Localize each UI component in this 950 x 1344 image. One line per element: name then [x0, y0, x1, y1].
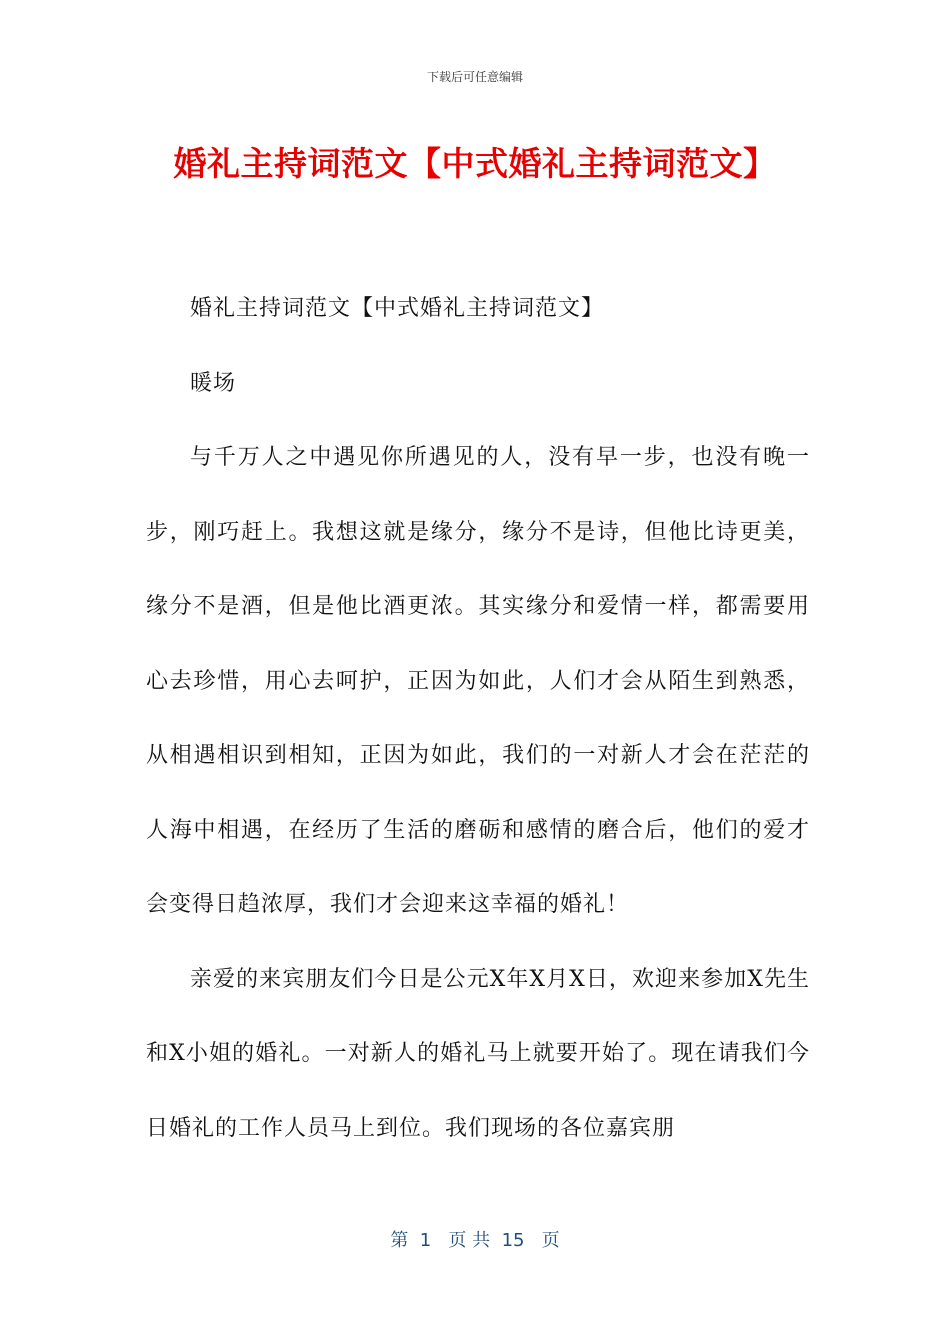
paragraph: 婚礼主持词范文【中式婚礼主持词范文】 — [190, 296, 605, 321]
document-title: 婚礼主持词范文【中式婚礼主持词范文】 — [173, 144, 777, 183]
page-footer: 第 1 页 共 15 页 — [390, 1230, 560, 1251]
header-note: 下载后可任意编辑 — [426, 70, 523, 84]
paragraph: 暖场 — [190, 370, 237, 396]
paragraph: 亲爱的来宾朋友们今日是公元X年X月X日，欢迎来参加X先生和X小姐的婚礼。一对新人的婚礼马上就要开始了。现在请我们今日婚礼的工作人员马上到位。我们现场的各位嘉宾朋 — [146, 966, 810, 1141]
paragraph: 与千万人之中遇见你所遇见的人，没有早一步，也没有晚一步，刚巧赶上。我想这就是缘分，缘分不是诗，但他比诗更美，缘分不是酒，但是他比酒更浓。其实缘分和爱情一样，都需要用心去珍惜，用心去呵护，正因为如此，人们才会从陌生到熟悉，从相遇相识到相知，正因为如此，我们的一对新人才会在茫茫的人海中相遇，在经历了生活的磨砺和感情的磨合后，他们的爱才会变得日趋浓厚，我们才会迎来这幸福的婚礼！ — [146, 445, 810, 917]
document-body — [146, 272, 810, 1166]
